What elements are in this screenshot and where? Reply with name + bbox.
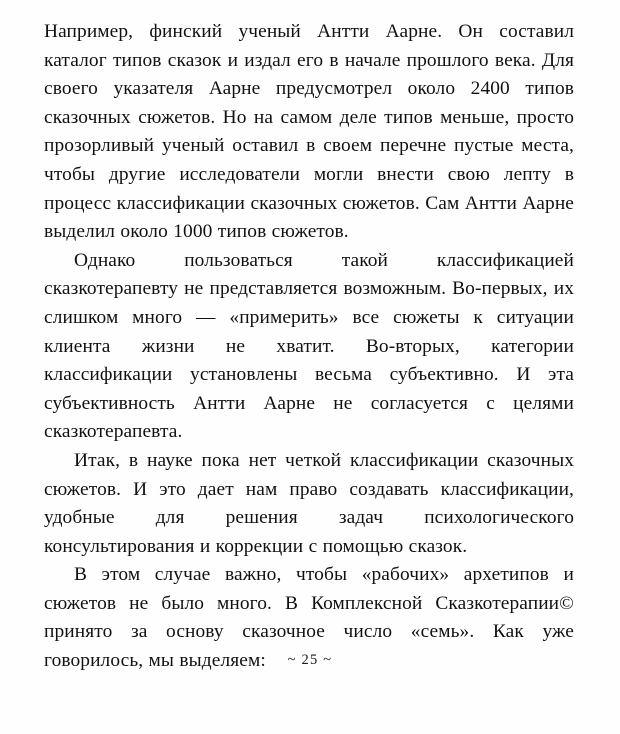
paragraph-4: В этом случае важно, чтобы «рабочих» архетипов и сюжетов не было много. В Комплексной Сказкотерапии© принято за основу сказочное число «семь». Как уже говорилось, мы выделяем: — [44, 564, 574, 672]
paragraph-2: Однако пользоваться такой классификацией сказкотерапевту не представляется возможным. Во-первых, их слишком много — «примерить» все сюжеты к ситуации клиента жизни не хватит. Во-вторых, категории классификации установлены весьма субъективно. И эта субъективность Антти Аарне не согласуется с целями сказкотерапевта. — [44, 249, 574, 443]
paragraph-3: Итак, в науке пока нет четкой классификации сказочных сюжетов. И это дает нам право создавать классификации, удобные для решения задач психологического консультирования и коррекции с помощью сказок. — [44, 449, 574, 557]
page-body — [44, 18, 574, 676]
page-number: ~ 25 ~ — [287, 652, 333, 668]
paragraph-1: Например, финский ученый Антти Аарне. Он составил каталог типов сказок и издал его в начале прошлого века. Для своего указателя Аарне предусмотрел около 2400 типов сказочных сюжетов. Но на самом деле типов меньше, просто прозорливый ученый оставил в своем перечне пустые места, чтобы другие исследователи могли внести свою лепту в процесс классификации сказочных сюжетов. Сам Антти Аарне выделил около 1000 типов сюжетов. — [44, 21, 574, 243]
